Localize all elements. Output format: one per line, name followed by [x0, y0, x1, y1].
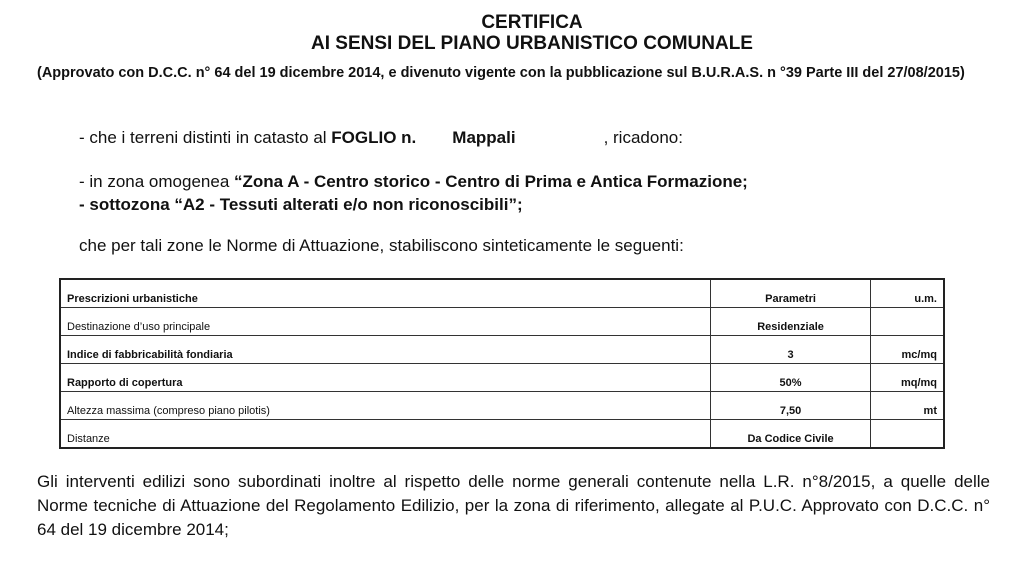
table-row [60, 308, 944, 336]
row-value: Da Codice Civile [710, 420, 870, 449]
row-label: Altezza massima (compreso piano pilotis) [60, 392, 710, 420]
zona-prefix: - in zona omogenea [79, 172, 234, 191]
table-row [60, 364, 944, 392]
sottozona-line: - sottozona “A2 - Tessuti alterati e/o non riconoscibili”; [79, 195, 523, 214]
row-label: Destinazione d’uso principale [60, 308, 710, 336]
row-unit: mt [871, 392, 944, 420]
row-value: Residenziale [710, 308, 870, 336]
zona-line [79, 171, 748, 193]
footer-paragraph: Gli interventi edilizi sono subordinati inoltre al rispetto delle norme generali contenute nella L.R. n°8/2015, a quelle delle Norme tecniche di Attuazione del Regolamento Edilizio, per la zona di riferimento, allegate al P.U.C. Approvato con D.C.C. n° 64 del 19 dicembre 2014; [37, 472, 990, 539]
table-row [60, 336, 944, 364]
row-label: Rapporto di copertura [60, 364, 710, 392]
norme-intro: che per tali zone le Norme di Attuazione, stabiliscono sinteticamente le seguenti: [79, 236, 684, 255]
row-value: 7,50 [710, 392, 870, 420]
row-value: 50% [710, 364, 870, 392]
zona-value: “Zona A - Centro storico - Centro di Prima e Antica Formazione; [234, 172, 748, 191]
row-unit: mq/mq [871, 364, 944, 392]
row-unit: mc/mq [871, 336, 944, 364]
foglio-label: FOGLIO n. [331, 128, 417, 147]
row-unit [871, 420, 944, 449]
header-parametri: Parametri [710, 279, 870, 308]
mappali-label: Mappali [452, 128, 516, 147]
document-subtitle: AI SENSI DEL PIANO URBANISTICO COMUNALE [311, 33, 753, 54]
foglio-suffix: , ricadono: [603, 128, 683, 147]
header-prescrizioni: Prescrizioni urbanistiche [60, 279, 710, 308]
foglio-prefix: - che i terreni distinti in catasto al [79, 128, 332, 147]
foglio-line [79, 127, 683, 149]
document-title: CERTIFICA [481, 12, 583, 33]
table-row [60, 392, 944, 420]
prescriptions-table [59, 278, 945, 449]
table-row [60, 420, 944, 449]
header-um: u.m. [871, 279, 944, 308]
row-label: Indice di fabbricabilità fondiaria [60, 336, 710, 364]
table-header-row [60, 279, 944, 308]
row-value: 3 [710, 336, 870, 364]
row-label: Distanze [60, 420, 710, 449]
approval-note: (Approvato con D.C.C. n° 64 del 19 dicembre 2014, e divenuto vigente con la pubblicazione sul B.U.R.A.S. n °39 Parte III del 27/08/2015) [37, 65, 965, 81]
row-unit [871, 308, 944, 336]
